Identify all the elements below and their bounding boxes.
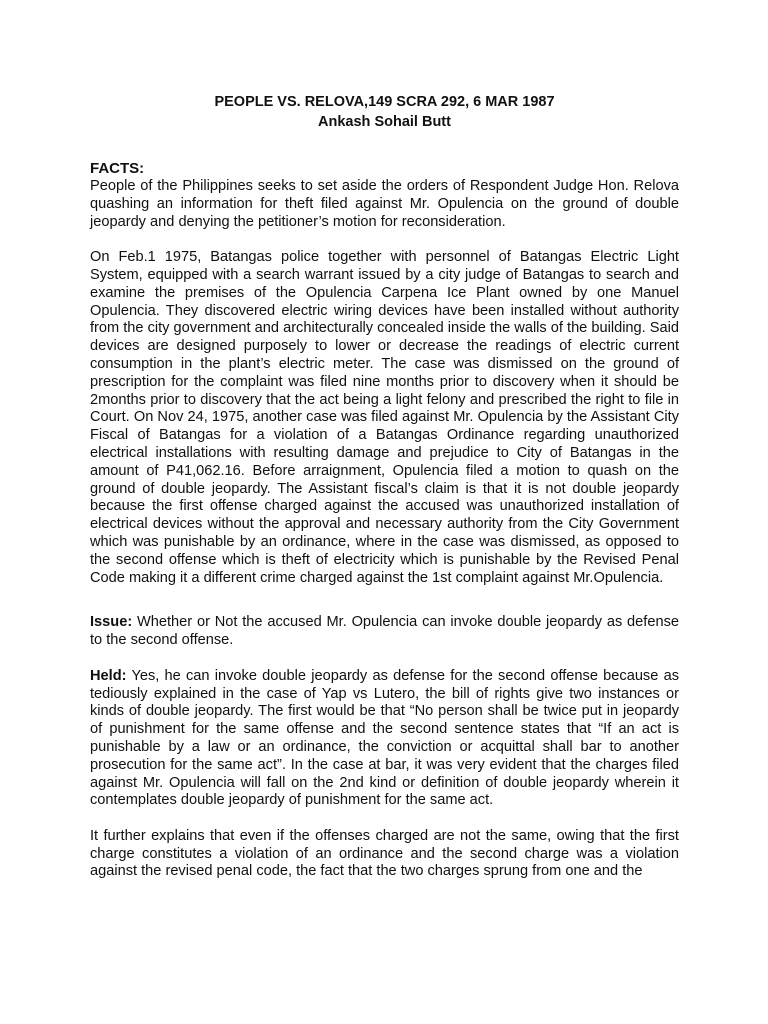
facts-paragraph-2: On Feb.1 1975, Batangas police together with personnel of Batangas Electric Light System, equipped with a search warrant issued by a city judge of Batangas to search and examine the premises of the Opulencia Carpena Ice Plant owned by one Manuel Opulencia. They discovered electric wiring devices have been installed without authority from the city government and architecturally concealed inside the walls of the building. Said devices are designed purposely to lower or decrease the readings of electric current consumption in the plant’s electric meter. The case was dismissed on the ground of prescription for the complaint was filed nine months prior to discovery when it should be 2months prior to discovery that the act being a light felony and prescribed the right to file in Court. On Nov 24, 1975, another case was filed against Mr. Opulencia by the Assistant City Fiscal of Batangas for a violation of a Batangas Ordinance regarding unauthorized electrical installations with resulting damage and prejudice to City of Batangas in the amount of P41,062.16. Before arraignment, Opulencia filed a motion to quash on the ground of double jeopardy. The Assistant fiscal’s claim is that it is not double jeopardy because the first offense charged against the accused was unauthorized installation of electrical devices without the approval and necessary authority from the City Government which was punishable by an ordinance, where in the case was dismissed, as opposed to the second offense which is theft of electricity which is punishable by the Revised Penal Code making it a different crime charged against the 1st complaint against Mr.Opulencia. bbox=[90, 249, 679, 586]
issue-label: Issue: bbox=[90, 614, 133, 631]
held-label: Held: bbox=[90, 667, 127, 684]
facts-heading: FACTS: bbox=[90, 160, 145, 177]
case-title: PEOPLE VS. RELOVA,149 SCRA 292, 6 MAR 1987 bbox=[214, 94, 555, 110]
author-name: Ankash Sohail Butt bbox=[318, 114, 451, 130]
held-text: Yes, he can invoke double jeopardy as defense for the second offense because as tediously explained in the case of Yap vs Lutero, the bill of rights give two instances or kinds of double jeopardy. The first would be that “No person shall be twice put in jeopardy of punishment for the same offense and the second sentence states that “If an act is punishable by a law or an ordinance, the conviction or acquittal shall bar to another prosecution for the same act”. In the case at bar, it was very evident that the charges filed against Mr. Opulencia will fall on the 2nd kind or definition of double jeopardy wherein it contemplates double jeopardy of punishment for the same act. bbox=[90, 667, 679, 809]
issue-text: Whether or Not the accused Mr. Opulencia can invoke double jeopardy as defense to the second offense. bbox=[90, 614, 679, 649]
issue-paragraph bbox=[90, 614, 679, 650]
facts-paragraph-1: People of the Philippines seeks to set aside the orders of Respondent Judge Hon. Relova quashing an information for theft filed against Mr. Opulencia on the ground of double jeopardy and denying the petitioner’s motion for reconsideration. bbox=[90, 178, 679, 230]
held-further-paragraph: It further explains that even if the offenses charged are not the same, owing that the first charge constitutes a violation of an ordinance and the second charge was a violation against the revised penal code, the fact that the two charges sprung from one and the bbox=[90, 827, 679, 880]
held-paragraph bbox=[90, 668, 679, 810]
